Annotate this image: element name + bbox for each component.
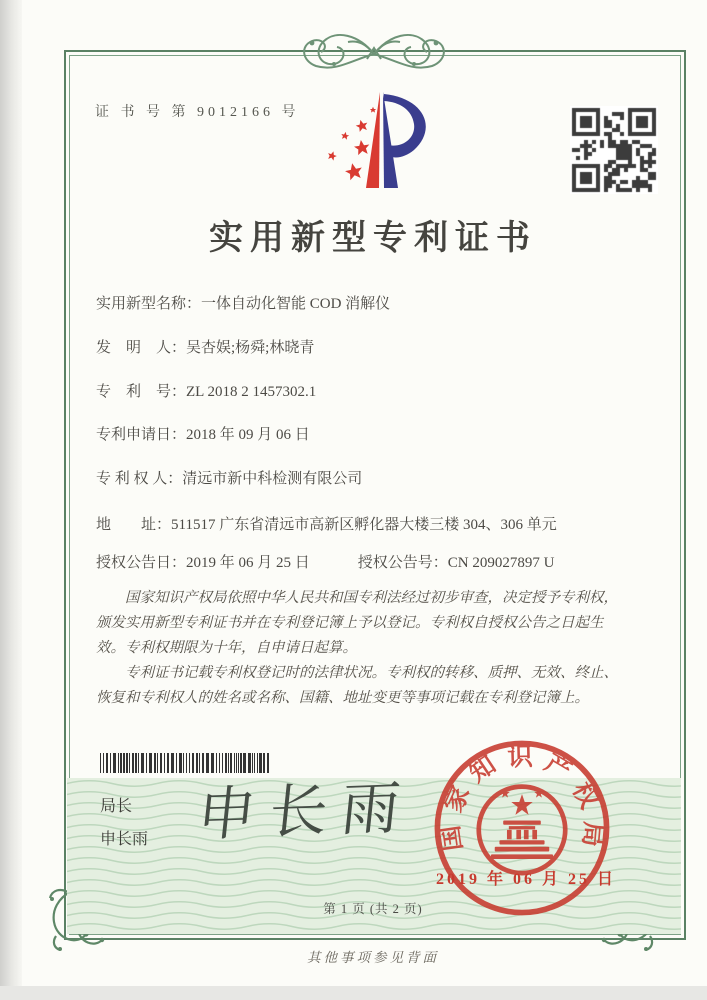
cnipa-seal-icon [428, 734, 616, 922]
field-value: 一体自动化智能 COD 消解仪 [201, 296, 391, 312]
field-label: 专 利 号： [96, 383, 187, 400]
barcode-bar [126, 753, 128, 773]
barcode-bar [106, 753, 108, 773]
seal-ring-text: 国家知识产权局 [436, 742, 608, 853]
grant-date-value: 2019 年 06 月 25 日 [186, 555, 310, 571]
top-flourish-ornament-icon [264, 24, 484, 80]
field-value: 2018 年 09 月 06 日 [186, 427, 310, 444]
legal-paragraph-1: 国家知识产权局依照中华人民共和国专利法经过初步审查，决定授予专利权，颁发实用新型专利证书并在专利登记簿上予以登记。专利权自授权公告之日起生效。专利权期限为十年，自申请日起算。 [96, 590, 618, 656]
field-label: 地 址： [96, 516, 172, 533]
field-address [96, 515, 636, 537]
qr-code [570, 106, 658, 194]
seal-date: 2019 年 06 月 25 日 [436, 871, 617, 888]
barcode-bar [154, 753, 156, 773]
barcode-bar [192, 753, 194, 773]
barcode-bar [179, 753, 182, 773]
barcode-bar [141, 753, 144, 773]
certificate-fields [96, 294, 636, 543]
grant-no-value: CN 209027897 U [447, 555, 555, 571]
page-number: 第 1 页 (共 2 页) [323, 902, 423, 916]
barcode-bar [138, 753, 139, 773]
field-label: 专 利 权 人： [96, 471, 183, 487]
director-title: 局长 [100, 798, 133, 815]
barcode-bar [164, 753, 165, 773]
barcode-bar [135, 753, 137, 773]
barcode-bar [123, 753, 125, 773]
back-note: 其他事项参见背面 [307, 950, 439, 965]
field-label: 专利申请日： [96, 427, 187, 444]
barcode-bar [160, 753, 162, 773]
barcode-bar [118, 753, 119, 773]
field-patentee [96, 469, 636, 491]
certificate-number: 证 书 号 第 9012166 号 [95, 105, 300, 120]
barcode-bar [129, 753, 130, 773]
certificate-title: 实用新型专利证书 [209, 220, 537, 257]
field-application-date [96, 425, 636, 447]
barcode-bar [110, 753, 111, 773]
field-label: 实用新型名称： [96, 296, 202, 312]
cnipa-logo-icon [318, 84, 454, 198]
field-value: ZL 2018 2 1457302.1 [186, 383, 317, 400]
barcode-bar [103, 753, 104, 773]
grant-date-label: 授权公告日： [96, 555, 187, 571]
field-label: 发 明 人： [96, 339, 187, 356]
barcode-bar [132, 753, 134, 773]
field-value: 511517 广东省清远市高新区孵化器大楼三楼 304、306 单元 [171, 516, 557, 533]
barcode-bar [146, 753, 147, 773]
photo-page-edge-shadow [0, 0, 22, 1000]
barcode-bar [189, 753, 190, 773]
grant-no-label: 授权公告号： [357, 555, 448, 571]
field-inventors [96, 338, 636, 360]
field-value: 吴杏娱;杨舜;林晓青 [186, 339, 315, 356]
barcode-bar [149, 753, 152, 773]
photo-bottom-shadow [0, 986, 707, 1000]
barcode-bar [176, 753, 177, 773]
field-value: 清远市新中科检测有限公司 [182, 471, 363, 487]
barcode-bar [167, 753, 169, 773]
barcode-bar [157, 753, 158, 773]
field-utility-model-name [96, 294, 636, 316]
legal-paragraph-2: 专利证书记载专利权登记时的法律状况。专利权的转移、质押、无效、终止、恢复和专利权人的姓名或名称、国籍、地址变更等事项记载在专利登记簿上。 [96, 664, 618, 706]
barcode-bar [171, 753, 174, 773]
director-block [100, 799, 148, 848]
barcode-bar [100, 753, 101, 773]
barcode-bar [196, 753, 198, 773]
field-patent-number [96, 382, 636, 404]
barcode-bar [120, 753, 122, 773]
barcode-bar [186, 753, 187, 773]
barcode-bar [183, 753, 184, 773]
national-emblem-icon [479, 787, 565, 873]
legal-paragraphs [96, 586, 624, 711]
director-name: 申长雨 [100, 831, 149, 848]
director-signature: 申长雨 [194, 775, 417, 848]
barcode-bar [113, 753, 116, 773]
barcode-bar [199, 753, 200, 773]
grant-row [96, 551, 636, 572]
